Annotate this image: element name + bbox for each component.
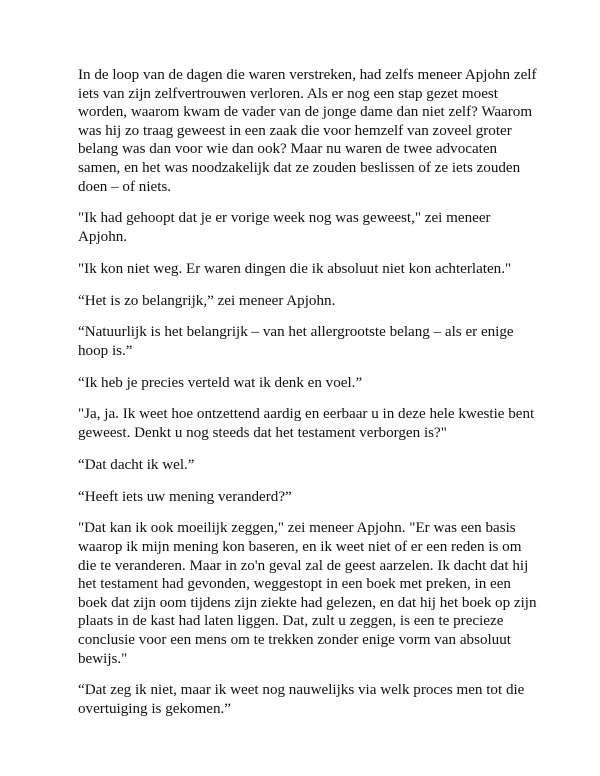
paragraph: In de loop van de dagen die waren verstreken, had zelfs meneer Apjohn zelf iets van zijn zelfvertrouwen verloren. Als er nog een stap gezet moest worden, waarom kwam de vader van de jonge dame dan niet zelf? Waarom was hij zo traag geweest in een zaak die voor hemzelf van zoveel groter belang was dan voor wie dan ook? Maar nu waren de twee advocaten samen, en het was noodzakelijk dat ze zouden beslissen of ze iets zouden doen – of niets. xyxy=(78,67,537,195)
paragraph: “Dat zeg ik niet, maar ik weet nog nauwelijks via welk proces men tot die overtuiging is gekomen.” xyxy=(78,682,525,717)
document-page xyxy=(78,66,538,732)
paragraph: "Dat kan ik ook moeilijk zeggen," zei meneer Apjohn. "Er was een basis waarop ik mijn mening kon baseren, en ik weet niet of er een reden is om die te veranderen. Maar in zo'n geval zal de geest aarzelen. Ik dacht dat hij het testament had gevonden, weggestopt in een boek met preken, in een boek dat zijn oom tijdens zijn ziekte had gelezen, en dat hij het boek op zijn plaats in de kast had laten liggen. Dat, zult u zeggen, is een te precieze conclusie voor een mens om te trekken zonder enige vorm van absoluut bewijs." xyxy=(78,520,537,667)
paragraph: “Het is zo belangrijk,” zei meneer Apjohn. xyxy=(78,292,336,309)
paragraph: “Heeft iets uw mening veranderd?” xyxy=(78,488,292,505)
paragraph: “Ik heb je precies verteld wat ik denk en voel.” xyxy=(78,374,363,391)
paragraph: "Ja, ja. Ik weet hoe ontzettend aardig en eerbaar u in deze hele kwestie bent geweest. Denkt u nog steeds dat het testament verborgen is?" xyxy=(78,406,535,442)
paragraph: "Ik kon niet weg. Er waren dingen die ik absoluut niet kon achterlaten." xyxy=(78,260,512,277)
paragraph: "Ik had gehoopt dat je er vorige week nog was geweest," zei meneer Apjohn. xyxy=(78,210,491,245)
paragraph: “Dat dacht ik wel.” xyxy=(78,456,195,473)
paragraph: “Natuurlijk is het belangrijk – van het allergrootste belang – als er enige hoop is.” xyxy=(78,324,514,359)
